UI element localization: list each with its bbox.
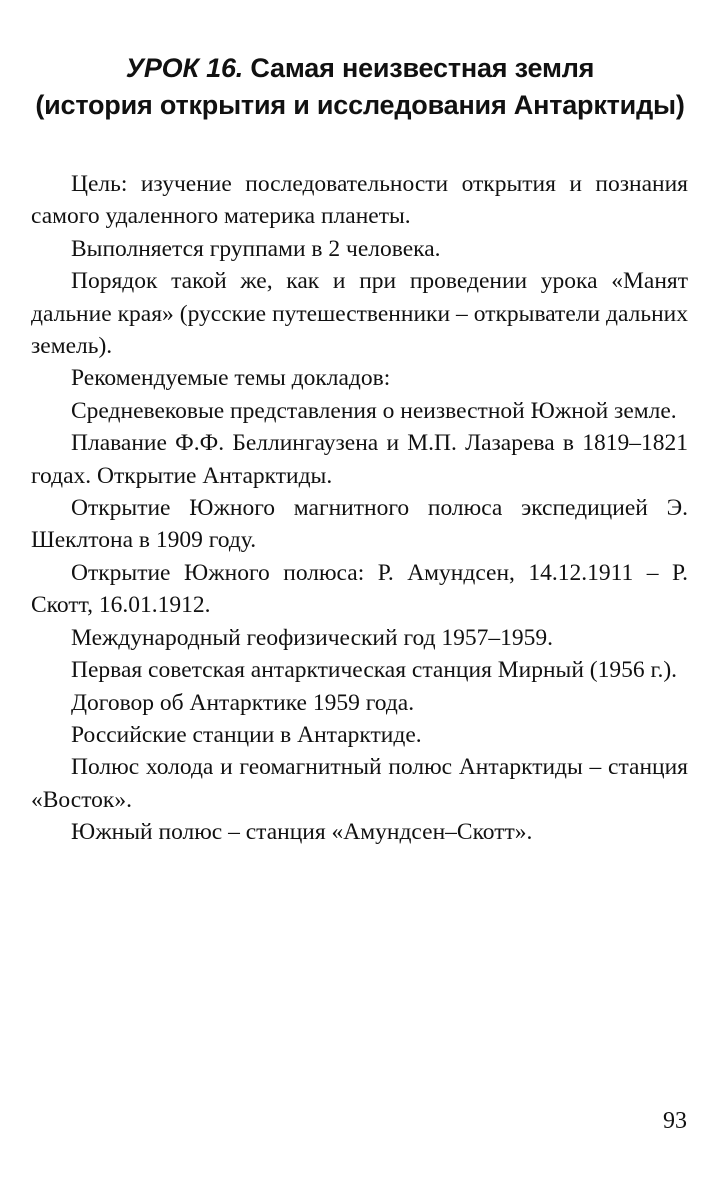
- topic-item: Российские станции в Антарктиде.: [71, 721, 422, 748]
- topic-item: Международный геофизический год 1957–1959.: [71, 624, 554, 651]
- page-number: 93: [663, 1108, 687, 1134]
- topic-item: Первая советская антарктическая станция Мирный (1956 г.).: [71, 657, 678, 684]
- lesson-body: [31, 168, 688, 849]
- lesson-heading: [30, 50, 690, 124]
- topic-item: Открытие Южного полюса: Р. Амундсен, 14.12.1911 – Р. Скотт, 16.01.1912.: [31, 559, 688, 619]
- paragraph-procedure: Порядок такой же, как и при проведении урока «Манят дальние края» (русские путешественники – открыватели дальних земель).: [31, 268, 688, 360]
- paragraph-groups: Выполняется группами в 2 человека.: [71, 235, 441, 262]
- topic-item: Средневековые представления о неизвестной Южной земле.: [71, 397, 677, 424]
- topic-item: Полюс холода и геомагнитный полюс Антарктиды – станция «Восток».: [31, 754, 688, 813]
- lesson-title: Самая неизвестная земля: [250, 53, 595, 83]
- lesson-title-line: [30, 50, 690, 87]
- paragraph-topics-heading: Рекомендуемые темы докладов:: [71, 365, 391, 392]
- topic-item: Плавание Ф.Ф. Беллингаузена и М.П. Лазарева в 1819–1821 годах. Открытие Антарктиды.: [31, 430, 688, 489]
- topic-item: Южный полюс – станция «Амундсен–Скотт».: [71, 819, 533, 846]
- lesson-number: УРОК 16.: [125, 53, 244, 83]
- paragraph-goal: Цель: изучение последовательности открытия и познания самого удаленного материка планеты.: [31, 171, 688, 230]
- lesson-subtitle: (история открытия и исследования Антарктиды): [35, 90, 685, 120]
- topic-item: Открытие Южного магнитного полюса экспедицией Э. Шеклтона в 1909 году.: [31, 495, 688, 554]
- topic-item: Договор об Антарктике 1959 года.: [71, 689, 415, 716]
